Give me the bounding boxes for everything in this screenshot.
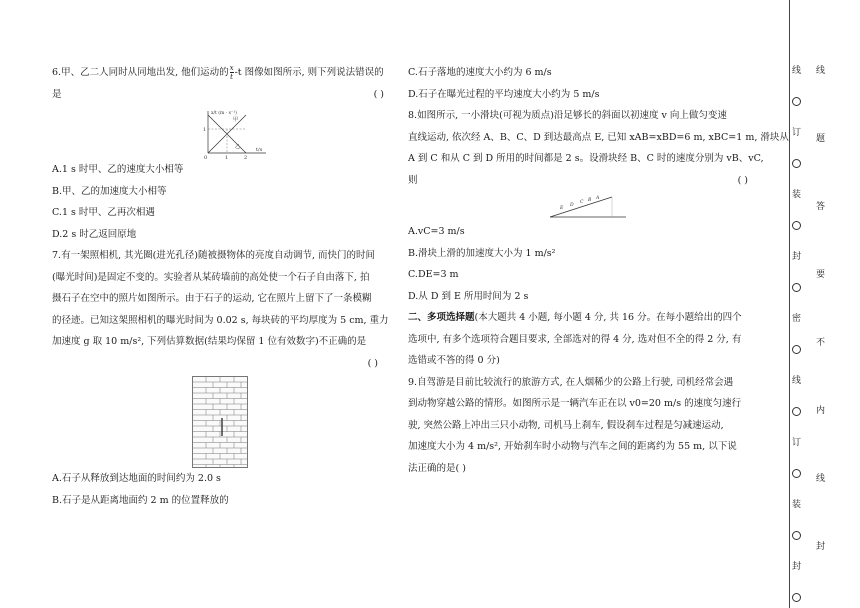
margin-inner-char: 线 <box>816 66 826 76</box>
q9-line-1: 9.自驾游是目前比较流行的旅游方式, 在人烟稀少的公路上行驶, 司机经常会遇 <box>408 376 734 388</box>
margin-inner-char: 要 <box>816 270 826 280</box>
q6-fraction: $\frac{x}{t}$ <box>229 64 234 81</box>
margin-outer-char: 封 <box>792 252 802 262</box>
q6-graph-ylabel: x/t (m · s⁻¹) <box>211 111 237 116</box>
binding-hole-circle <box>792 407 801 416</box>
margin-outer-char: 线 <box>792 66 802 76</box>
q8-incline-figure <box>548 193 628 221</box>
q6-graph-xtick-1: 1 <box>225 155 229 159</box>
margin-outer-char: 装 <box>792 500 802 510</box>
q7-line-1: 7.有一架照相机, 其光圈(进光孔径)随被摄物体的亮度自动调节, 而快门的时间 <box>52 250 376 261</box>
q8-line-4: 则 <box>408 174 418 186</box>
margin-outer-char: 装 <box>792 190 802 200</box>
left-column <box>52 62 392 511</box>
q6-graph-xtick-2: 2 <box>244 155 248 159</box>
q6-xt-graph <box>200 107 270 159</box>
q8-fig-label-c: C <box>580 200 584 205</box>
margin-outer-char: 订 <box>792 438 802 448</box>
q7-answer-bracket: ( ) <box>367 357 378 369</box>
q6-graph-label-jia: 甲 <box>233 117 239 123</box>
q6-stem-line2: 是 <box>52 88 62 100</box>
q6-answer-bracket: ( ) <box>373 88 384 100</box>
binding-hole-circle <box>792 469 801 478</box>
right-column <box>408 62 789 479</box>
margin-inner-char: 题 <box>816 134 826 144</box>
q9-line-5: 法正确的是( ) <box>408 462 466 474</box>
binding-hole-circle <box>792 531 801 540</box>
q9-line-4: 加速度大小为 4 m/s², 开始刹车时小动物与汽车之间的距离约为 55 m, 以下说 <box>408 441 737 452</box>
margin-outer-char: 线 <box>792 376 802 386</box>
question-8 <box>408 105 789 307</box>
q6-graph-ytick: 1 <box>203 127 207 133</box>
q7-line-4: 的径迹。已知这架照相机的曝光时间为 0.02 s, 每块砖的平均厚度为 5 cm, 重力 <box>52 314 389 326</box>
binding-hole-circle <box>792 593 801 602</box>
question-9 <box>408 372 756 480</box>
q8-line-1: 8.如图所示, 一小滑块(可视为质点)沿足够长的斜面以初速度 v 向上做匀变速 <box>408 110 727 121</box>
q7-option-c: C.石子落地的速度大小约为 6 m/s <box>408 67 552 78</box>
q9-line-2: 到动物穿越公路的情形。如图所示是一辆汽车正在以 v0=20 m/s 的速度匀速行 <box>408 398 742 409</box>
question-7 <box>52 245 392 511</box>
q7-line-2: (曝光时间)是固定不变的。实验者从某砖墙前的高处使一个石子自由落下, 拍 <box>52 271 370 283</box>
q8-fig-label-b: B <box>588 198 592 203</box>
q7-option-b: B.石子是从距离地面约 2 m 的位置释放的 <box>52 494 229 506</box>
margin-outer-char: 封 <box>792 562 802 572</box>
margin-inner-char: 线 <box>816 474 826 484</box>
q7-line-3: 摄石子在空中的照片如图所示。由于石子的运动, 它在照片上留下了一条模糊 <box>52 293 372 304</box>
binding-hole-circle <box>792 159 801 168</box>
section-multiple-choice <box>408 307 756 372</box>
margin-outer-char: 密 <box>792 314 802 324</box>
section-title: 二、多项选择题 <box>408 312 475 323</box>
q6-graph-label-yi: 乙 <box>235 144 241 150</box>
margin-inner-char: 答 <box>816 202 826 212</box>
q6-option-a: A.1 s 时甲、乙的速度大小相等 <box>52 164 184 175</box>
q8-fig-label-a: A <box>596 196 600 201</box>
q9-line-3: 驶, 突然公路上冲出三只小动物, 司机马上刹车, 假设刹车过程是匀减速运动, <box>408 419 724 431</box>
section-desc-1: (本大题共 4 小题, 每小题 4 分, 共 16 分。在每小题给出的四个 <box>474 312 742 323</box>
q7-option-d: D.石子在曝光过程的平均速度大小约为 5 m/s <box>408 88 600 100</box>
binding-margin <box>782 0 860 608</box>
section-desc-3: 选错或不答的得 0 分) <box>408 355 500 366</box>
q8-line-3: A 到 C 和从 C 到 D 所用的时间都是 2 s。设滑块经 B、C 时的速度分别为 vB、vC, <box>408 153 764 164</box>
binding-line <box>789 0 790 608</box>
q8-option-a: A.vC=3 m/s <box>408 226 465 237</box>
q8-option-b: B.滑块上滑的加速度大小为 1 m/s² <box>408 247 556 259</box>
q8-line-2: 直线运动, 依次经 A、B、C、D 到达最高点 E, 已知 xAB=xBD=6 m, xBC=1 m, 滑块从 <box>408 131 789 143</box>
margin-inner-char: 内 <box>816 406 826 416</box>
q6-graph-xlabel: t/s <box>256 147 263 153</box>
margin-inner-char: 不 <box>816 338 826 348</box>
margin-outer-char: 订 <box>792 128 802 138</box>
q6-option-c: C.1 s 时甲、乙再次相遇 <box>52 207 155 218</box>
question-6 <box>52 62 392 245</box>
q7-option-a: A.石子从释放到达地面的时间约为 2.0 s <box>52 473 221 484</box>
q8-fig-label-d: D <box>570 203 574 208</box>
binding-hole-circle <box>792 221 801 230</box>
binding-hole-circle <box>792 345 801 354</box>
q8-option-d: D.从 D 到 E 所用时间为 2 s <box>408 290 529 302</box>
q6-stem-start: 6.甲、乙二人同时从同地出发, 他们运动的 <box>52 67 229 78</box>
q8-answer-bracket: ( ) <box>737 174 748 186</box>
binding-hole-circle <box>792 283 801 292</box>
q6-stem-end: -t 图像如图所示, 则下列说法错误的 <box>234 67 384 78</box>
q6-option-d: D.2 s 时乙返回原地 <box>52 228 137 240</box>
q7-brick-wall-photo <box>192 376 248 468</box>
q6-graph-xtick-0: 0 <box>204 155 208 159</box>
q8-fig-label-e: E <box>560 206 564 211</box>
section-desc-2: 选项中, 有多个选项符合题目要求, 全部选对的得 4 分, 选对但不全的得 2 分, 有 <box>408 333 742 345</box>
q6-option-b: B.甲、乙的加速度大小相等 <box>52 185 167 197</box>
q8-option-c: C.DE=3 m <box>408 269 459 280</box>
margin-inner-char: 封 <box>816 542 826 552</box>
q7-line-5: 加速度 g 取 10 m/s², 下列估算数据(结果均保留 1 位有效数字)不正确的是 <box>52 336 367 347</box>
binding-hole-circle <box>792 97 801 106</box>
